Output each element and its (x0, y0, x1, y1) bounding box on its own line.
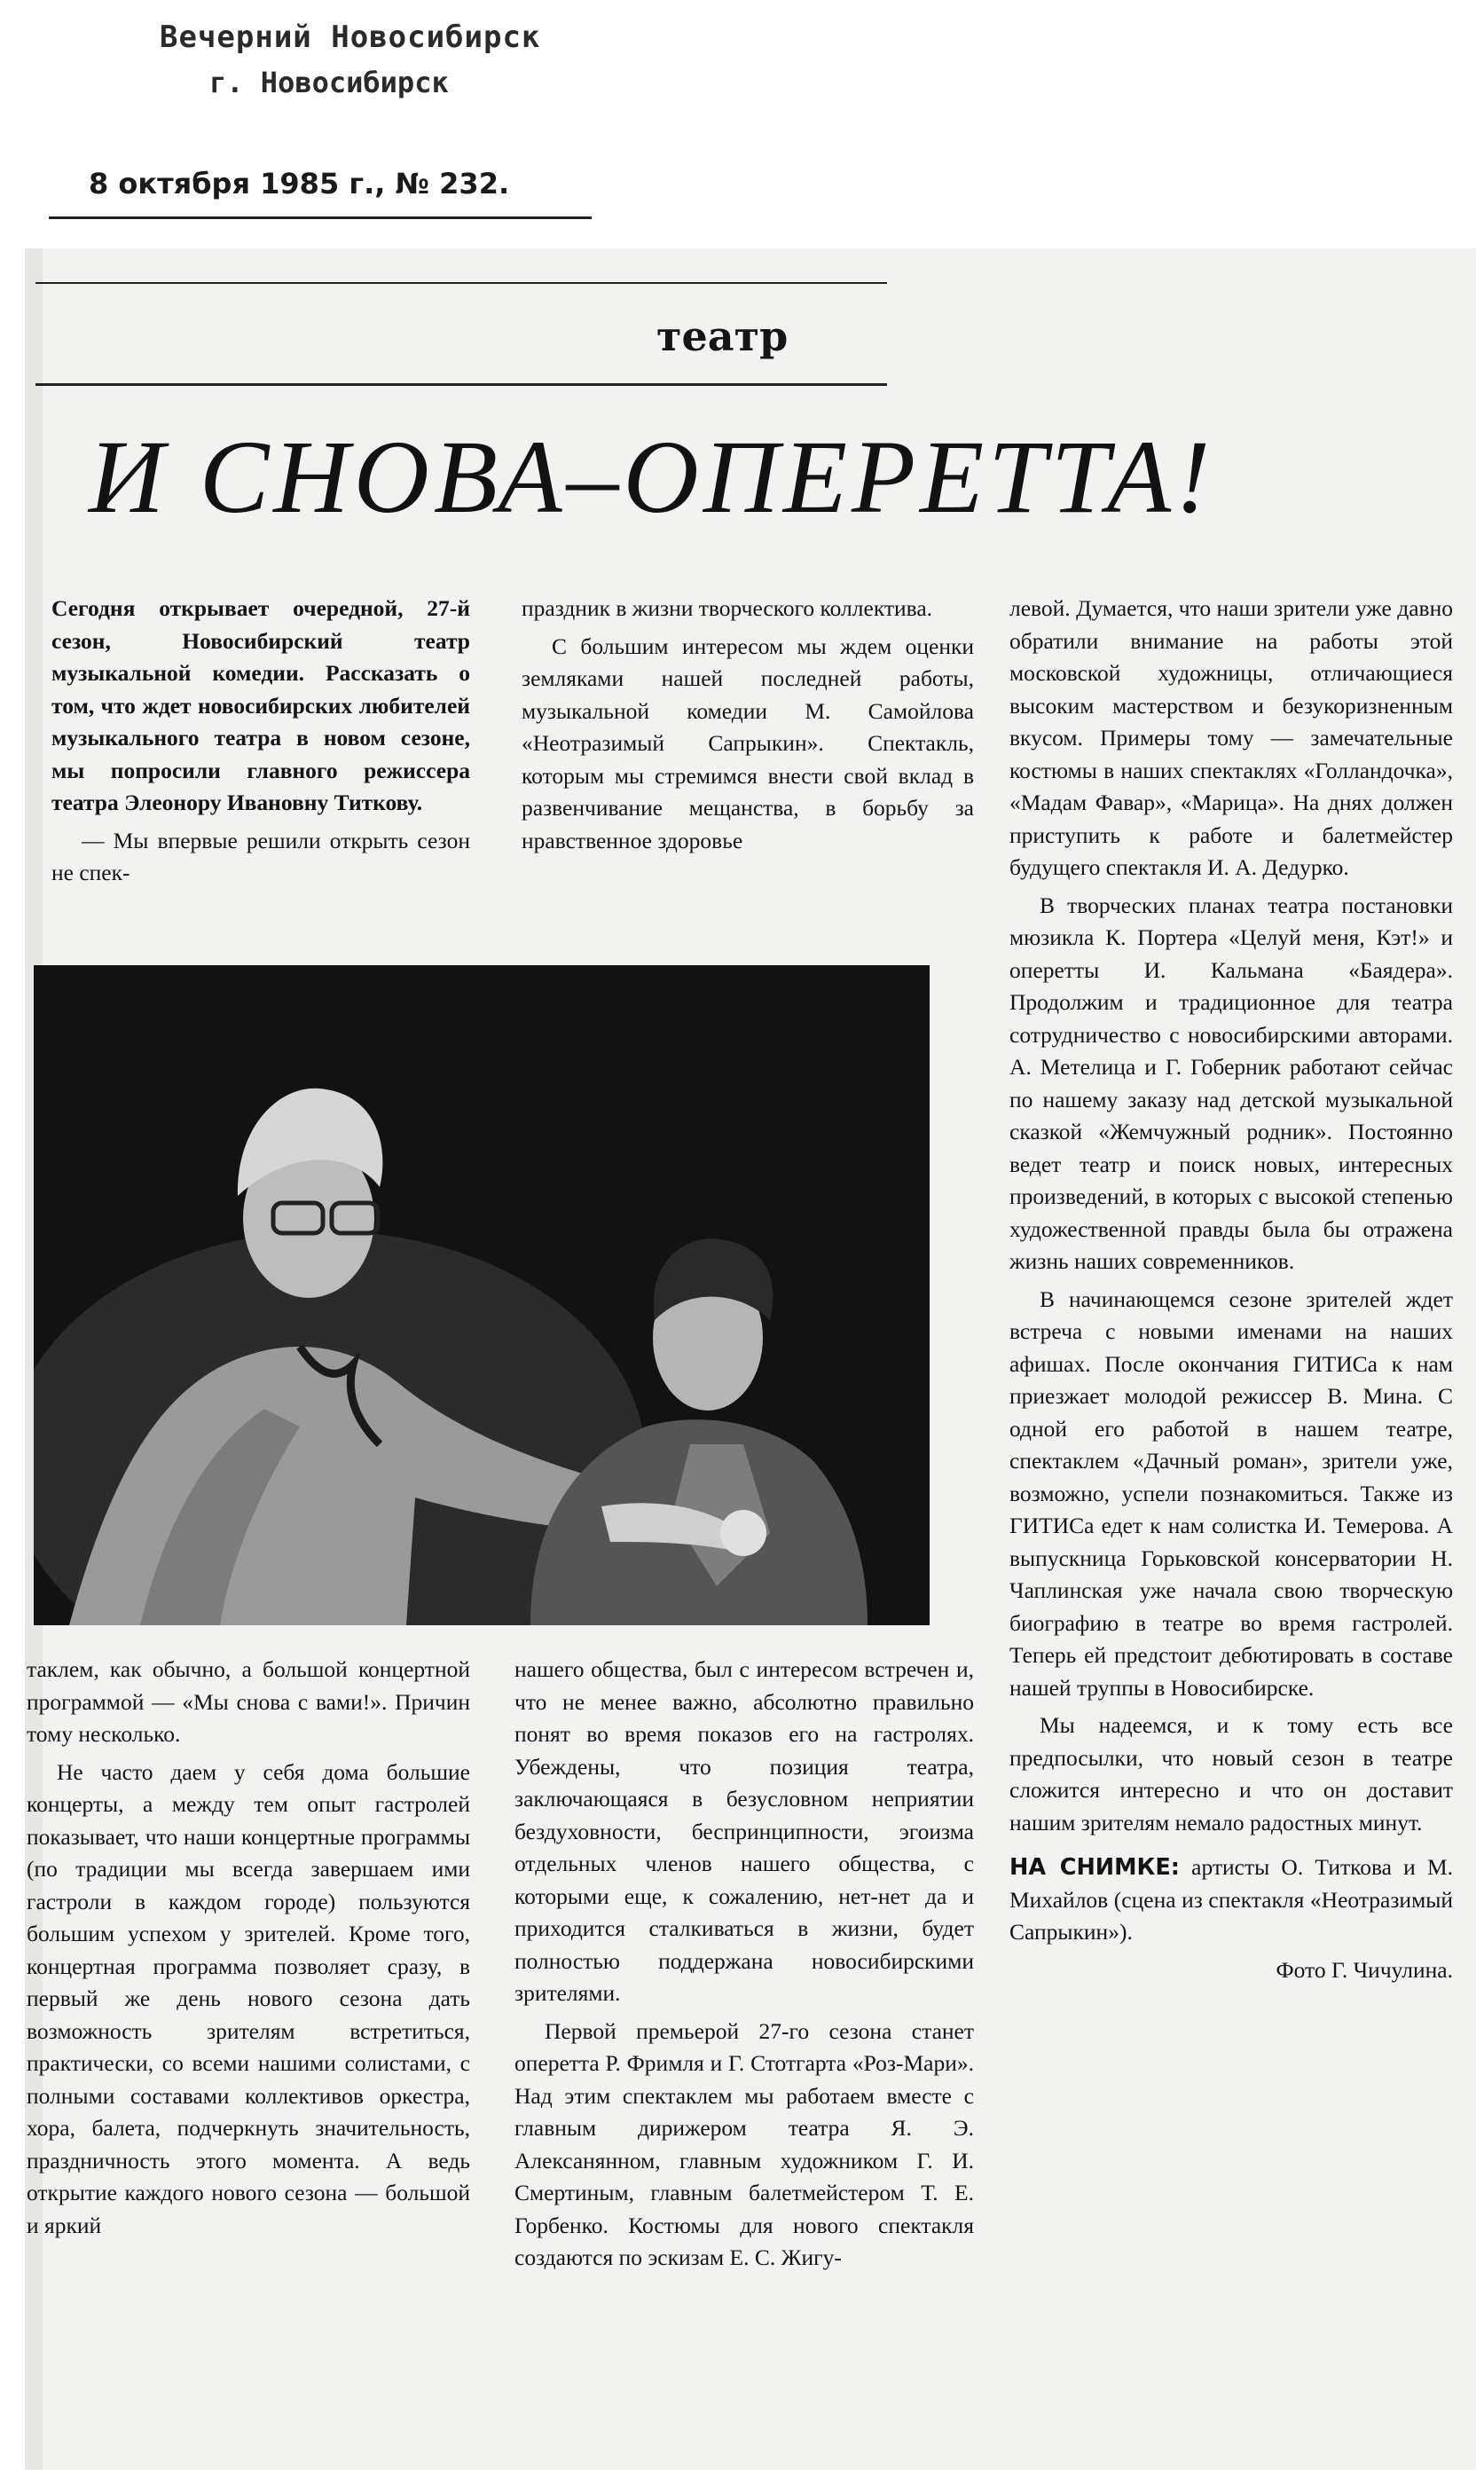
article-paragraph: В начинающемся сезоне зрителей ждет встреча с новыми именами на наших афишах. После окончания ГИТИСа к нам приезжает молодой режиссер В. Мина. С одной его работой в нашем театре, спектаклем «Дачный роман», зрители уже, возможно, успели познакомиться. Также из ГИТИСа едет к нам солистка И. Темерова. А выпускница Горьковской консерватории Н. Чаплинская уже начала свою творческую биографию в театре во время гастролей. Теперь ей предстоит дебютировать в составе нашей труппы в Новосибирске. (1009, 1285, 1453, 1701)
header-rule (49, 216, 592, 219)
rubric-label: театр (656, 312, 789, 360)
rubric-rule-bottom (35, 383, 887, 386)
article-paragraph: нашего общества, был с интересом встречен и, что не менее важно, абсолютно правильно понят во время показов его на гастролях. Убеждены, что позиция театра, заключающаяся в безусловном неприятии бездуховности, беспринципности, эгоизма отдельных членов нашего общества, с которыми еще, к сожалению, нет-нет да и приходится сталкиваться в жизни, будет полностью поддержана новосибирскими зрителями. (514, 1656, 974, 2006)
photo-credit: Фото Г. Чичулина. (1276, 1956, 1453, 1983)
caption-text: артисты О. Титкова и М. Михайлов (сцена из спектакля «Неотразимый Сапрыкин»). (1009, 1854, 1454, 1945)
column-1-top (51, 593, 470, 890)
article-paragraph: таклем, как обычно, а большой концертной программой — «Мы снова с вами!». Причин тому несколько. (27, 1656, 470, 1747)
caption-label: НА СНИМКЕ: (1009, 1854, 1180, 1881)
article-headline: И СНОВА–ОПЕРЕТТА! (89, 419, 1215, 535)
article-paragraph: праздник в жизни творческого коллектива. (522, 595, 933, 621)
article-paragraph: левой. Думается, что наши зрители уже давно обратили внимание на работы этой московской художницы, отличающиеся высоким мастерством и безукоризненным вкусом. Примеры тому — замечательные костюмы в наших спектаклях «Голландочка», «Мадам Фавар», «Марица». На днях должен приступить к работе и балетмейстер будущего спектакля И. А. Дедурко. (1009, 595, 1453, 880)
column-2-top (522, 593, 974, 857)
column-1-bottom (27, 1654, 470, 2242)
article-paragraph: Не часто даем у себя дома большие концерты, а между тем опыт гастролей показывает, что наши концертные программы (по традиции мы всегда завершаем ими гастроли в каждом городе) пользуются большим успехом у зрителей. Кроме того, концертная программа позволяет сразу, в первый же день нового сезона дать возможность зрителям встретиться, практически, со всеми нашими солистами, с полными составами коллективов оркестра, хора, балета, подчеркнуть значительность, праздничность этого момента. А ведь открытие каждого нового сезона — большой и яркий (27, 1758, 470, 2238)
article-paragraph: В творческих планах театра постановки мюзикла К. Портера «Целуй меня, Кэт!» и оперетты И. Кальмана «Баядера». Продолжим и традиционное для театра сотрудничество с новосибирскими авторами. А. Метелица и Г. Гоберник работают сейчас по нашему заказу над детской музыкальной сказкой «Жемчужный родник». Постоянно ведет театр и поиск новых, интересных произведений, в которых с высокой степенью художественной правды была бы отражена жизнь наших современников. (1009, 892, 1453, 1274)
column-2-bottom (514, 1654, 974, 2275)
article-paragraph: — Мы впервые решили открыть сезон не спек- (51, 827, 470, 885)
article-paragraph: Мы надеемся, и к тому есть все предпосылки, что новый сезон в театре сложится интересно и что он доставит нашим зрителям немало радостных минут. (1009, 1712, 1453, 1835)
article-paragraph: Первой премьерой 27-го сезона станет оперетта Р. Фримля и Г. Стотгарта «Роз-Мари». Над этим спектаклем мы работаем вместе с главным дирижером театра Я. Э. Алексанянном, главным художником Г. И. Смертиным, главным балетмейстером Т. Е. Горбенко. Костюмы для нового спектакля создаются по эскизам Е. С. Жигу- (514, 2017, 974, 2270)
stage-photo-illustration (34, 965, 930, 1625)
issue-date: 8 октября 1985 г., № 232. (89, 167, 510, 200)
rubric-rule-top (35, 282, 887, 284)
city-stamp: г. Новосибирск (209, 66, 449, 99)
stage-photo (34, 965, 930, 1625)
photo-caption (1009, 1851, 1453, 1949)
newspaper-name-stamp: Вечерний Новосибирск (160, 20, 541, 55)
article-lead: Сегодня открывает очередной, 27-й сезон, Новосибирский театр музыкальной комедии. Рассказать о том, что ждет новосибирских любителей музыкального театра в новом сезоне, мы попросили главного режиссера театра Элеонору Ивановну Титкову. (51, 595, 470, 815)
column-3 (1009, 593, 1453, 1986)
article-paragraph: С большим интересом мы ждем оценки земляками нашей последней работы, музыкальной комедии М. Самойлова «Неотразимый Сапрыкин». Спектакль, которым мы стремимся внести свой вклад в развенчивание мещанства, в борьбу за нравственное здоровье (522, 633, 974, 853)
